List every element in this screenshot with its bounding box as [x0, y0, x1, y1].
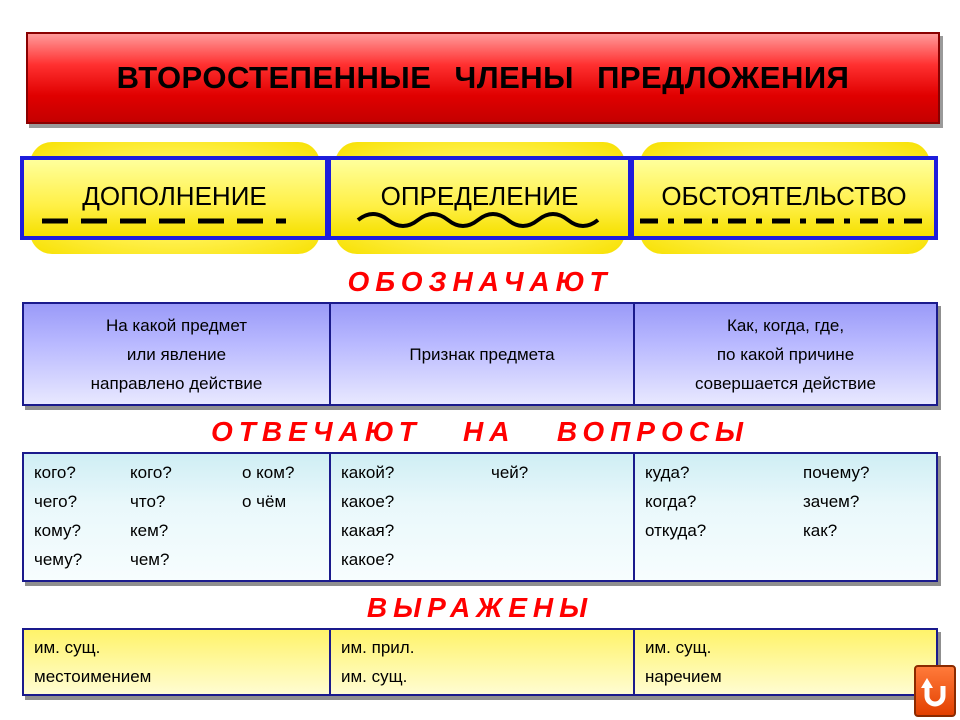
- category-adverbial-label: ОБСТОЯТЕЛЬСТВО: [661, 180, 907, 211]
- questions-cell-object: [24, 454, 329, 580]
- question-item: зачем?: [803, 492, 860, 511]
- denote-text: На какой предмет: [105, 315, 248, 335]
- question-item: какое?: [341, 550, 395, 569]
- question-item: что?: [130, 492, 166, 511]
- category-divider: [325, 156, 331, 240]
- title-banner: [26, 32, 940, 124]
- question-item: какой?: [341, 463, 395, 482]
- denote-text: или явление: [126, 344, 227, 364]
- expressed-item: наречием: [645, 667, 722, 686]
- question-item: кому?: [34, 521, 81, 540]
- questions-cell-attribute: [329, 454, 633, 580]
- category-object-label: ДОПОЛНЕНИЕ: [82, 180, 267, 211]
- denote-cell-attribute: [329, 304, 633, 404]
- question-item: куда?: [645, 463, 690, 482]
- question-item: чем?: [130, 550, 170, 569]
- wavy-underline-icon: [354, 206, 604, 232]
- category-attribute-label: ОПРЕДЕЛЕНИЕ: [380, 180, 579, 211]
- heading-denote: ОБОЗНАЧАЮТ: [347, 266, 613, 297]
- question-item: чему?: [34, 550, 83, 569]
- denote-text: Признак предмета: [409, 344, 555, 364]
- questions-panel: [22, 452, 938, 582]
- denote-cell-adverbial: [633, 304, 936, 404]
- heading-expressed: ВЫРАЖЕНЫ: [366, 592, 594, 623]
- expressed-cell-attribute: [329, 630, 633, 694]
- question-item: как?: [803, 521, 838, 540]
- heading-questions: ОТВЕЧАЮТ НА ВОПРОСЫ: [211, 416, 749, 447]
- expressed-item: им. сущ.: [645, 638, 712, 657]
- page-title: ВТОРОСТЕПЕННЫЕ ЧЛЕНЫ ПРЕДЛОЖЕНИЯ: [116, 60, 850, 95]
- expressed-cell-object: [24, 630, 329, 694]
- expressed-item: им. прил.: [341, 638, 415, 657]
- question-item: кем?: [130, 521, 169, 540]
- denote-text: Как, когда, где,: [726, 315, 845, 335]
- question-item: о чём: [242, 492, 287, 511]
- question-item: чей?: [491, 463, 529, 482]
- denote-text: совершается действие: [694, 373, 877, 393]
- question-item: когда?: [645, 492, 697, 511]
- category-divider: [628, 156, 634, 240]
- question-item: кого?: [130, 463, 172, 482]
- denote-cell-object: [24, 304, 329, 404]
- denote-text: направлено действие: [90, 373, 263, 393]
- question-item: откуда?: [645, 521, 707, 540]
- expressed-item: им. сущ.: [34, 638, 101, 657]
- denote-panel: [22, 302, 938, 406]
- question-item: какая?: [341, 521, 395, 540]
- question-item: какое?: [341, 492, 395, 511]
- expressed-item: местоимением: [34, 667, 152, 686]
- question-item: кого?: [34, 463, 76, 482]
- questions-cell-adverbial: [633, 454, 936, 580]
- return-arrow-icon: [920, 674, 950, 708]
- return-button[interactable]: [914, 665, 956, 717]
- dash-dot-underline-icon: [636, 214, 932, 228]
- question-item: о ком?: [242, 463, 295, 482]
- expressed-panel: [22, 628, 938, 696]
- question-item: почему?: [803, 463, 870, 482]
- expressed-item: им. сущ.: [341, 667, 408, 686]
- expressed-cell-adverbial: [633, 630, 936, 694]
- dashed-underline-icon: [40, 214, 290, 228]
- question-item: чего?: [34, 492, 78, 511]
- denote-text: по какой причине: [716, 344, 855, 364]
